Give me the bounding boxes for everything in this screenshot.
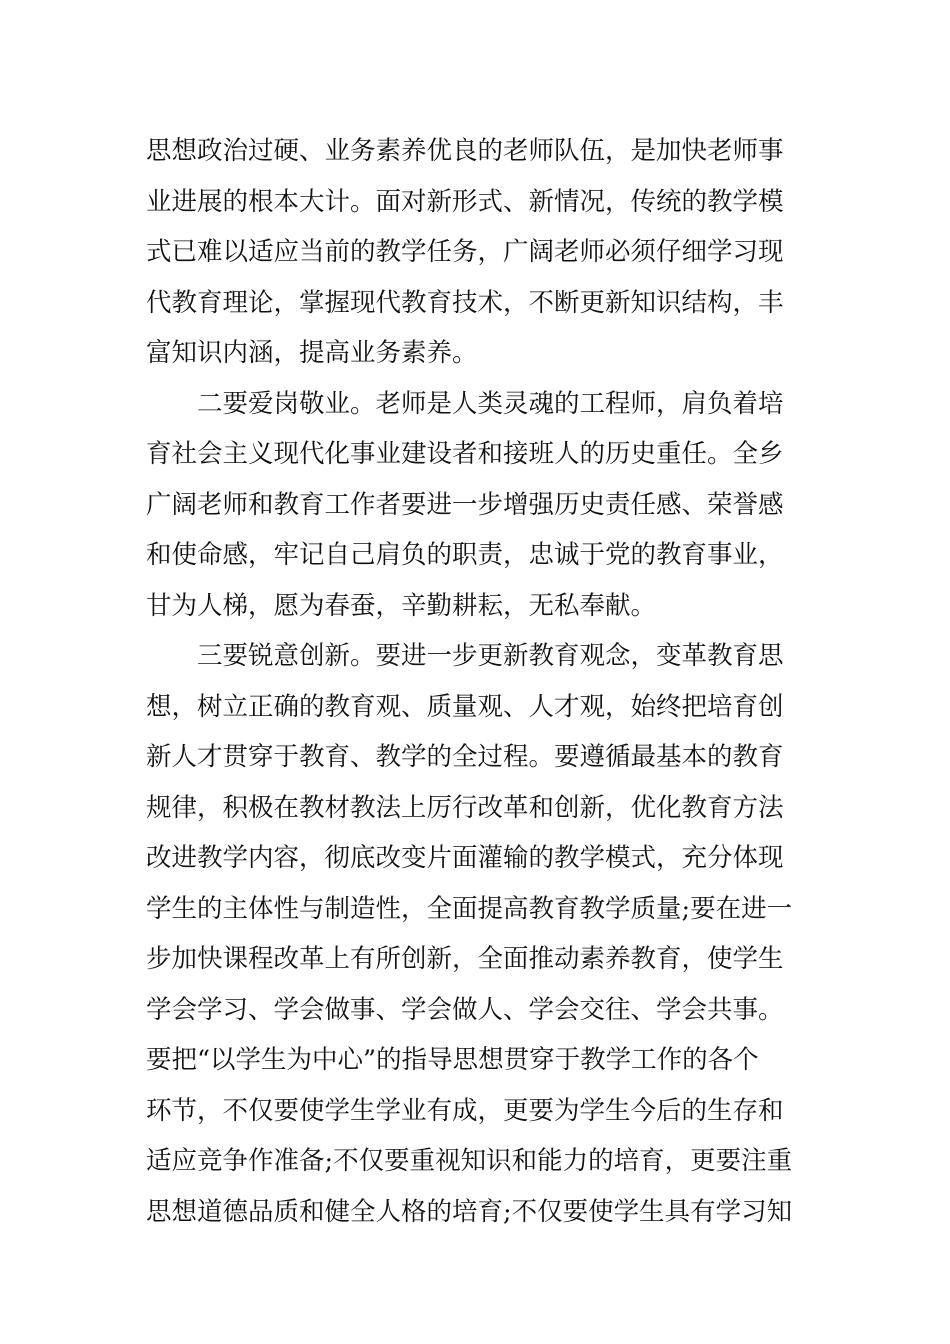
text-line [146,934,808,985]
text-line [146,783,808,834]
text-line-content: 步加快课程改革上有所创新，全面推动素养教育，使学生 [146,944,784,974]
text-line-content: 思想道德品质和健全人格的培育;不仅要使学生具有学习知 [146,1196,793,1227]
text-line [146,833,808,884]
text-line [146,1035,808,1086]
text-line-content: 三要锐意创新。要进一步更新教育观念，变革教育思 [197,641,784,671]
text-line [146,985,808,1036]
text-line [146,480,808,531]
text-line [146,581,808,632]
text-line-content: 改进教学内容，彻底改变片面灌输的教学模式，充分体现 [146,843,784,873]
text-line-content: 新人才贯穿于教育、教学的全过程。要遵循最基本的教育 [146,742,784,772]
paragraph-first-line [146,631,808,682]
text-line [146,884,808,935]
text-line-content: 富知识内涵，提高业务素养。 [146,338,478,368]
text-line-content: 业进展的根本大计。面对新形式、新情况，传统的教学模 [146,186,784,217]
text-line [146,1086,808,1137]
text-line [146,429,808,480]
text-line [146,126,808,177]
text-line-content: 二要爱岗敬业。老师是人类灵魂的工程师，肩负着培 [197,388,784,419]
text-line-content: 思想政治过硬、业务素养优良的老师队伍，是加快老师事 [146,136,784,166]
text-line [146,732,808,783]
text-line-content: 甘为人梯，愿为春蚕，辛勤耕耘，无私奉献。 [146,590,657,621]
paragraph-first-line [146,379,808,430]
text-line-content: 式已难以适应当前的教学任务，广阔老师必须仔细学习现 [146,237,784,267]
text-line [146,278,808,329]
text-line [146,328,808,379]
text-line-content: 育社会主义现代化事业建设者和接班人的历史重任。全乡 [146,439,784,469]
text-line [146,177,808,228]
text-line-content: 规律，积极在教材教法上厉行改革和创新，优化教育方法 [146,792,784,823]
text-line [146,530,808,581]
text-line-content: 学生的主体性与制造性，全面提高教育教学质量;要在进一 [146,893,793,924]
text-line [146,227,808,278]
text-line-content: 代教育理论，掌握现代教育技术，不断更新知识结构，丰 [146,287,784,318]
text-line-content: 适应竞争作准备;不仅要重视知识和能力的培育，更要注重 [146,1146,793,1176]
text-line-content: 广阔老师和教育工作者要进一步增强历史责任感、荣誉感 [146,489,784,520]
text-line [146,1136,808,1187]
text-line-content: 要把“以学生为中心”的指导思想贯穿于教学工作的各个 [146,1045,759,1075]
body-text [146,126,808,1237]
text-line [146,682,808,733]
text-line-content: 环节，不仅要使学生学业有成，更要为学生今后的生存和 [146,1095,784,1126]
text-line-content: 和使命感，牢记自己肩负的职责，忠诚于党的教育事业， [146,540,784,570]
text-line [146,1187,808,1238]
text-line-content: 学会学习、学会做事、学会做人、学会交往、学会共事。 [146,994,784,1025]
text-line-content: 想，树立正确的教育观、质量观、人才观，始终把培育创 [146,691,784,722]
